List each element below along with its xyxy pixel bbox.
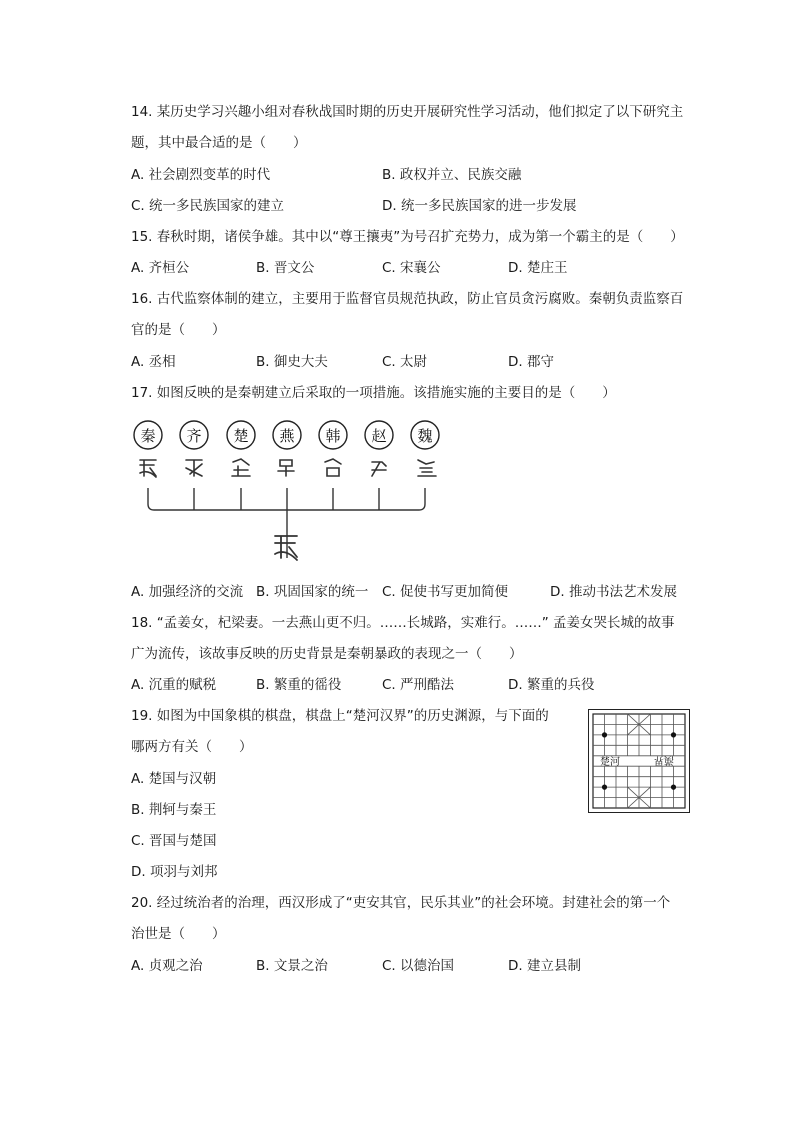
q17-figure-script-unification <box>128 418 448 570</box>
state-label-7: 魏 <box>417 427 433 445</box>
q14-option-d: D. 统一多民族国家的进一步发展 <box>382 198 577 214</box>
q17-option-d: D. 推动书法艺术发展 <box>550 584 677 600</box>
q20-option-b: B. 文景之治 <box>256 958 328 974</box>
ancient-glyphs <box>140 459 436 477</box>
merge-bracket <box>148 488 425 558</box>
q16-option-b: B. 御史大夫 <box>256 354 328 370</box>
q17-stem-line1: 17. 如图反映的是秦朝建立后采取的一项措施。该措施实施的主要目的是（ ） <box>131 385 616 401</box>
q16-stem-line1: 16. 古代监察体制的建立，主要用于监督官员规范执政，防止官员贪污腐败。秦朝负责监察百 <box>131 291 684 307</box>
q18-option-b: B. 繁重的徭役 <box>256 677 342 693</box>
q19-option-d: D. 项羽与刘邦 <box>131 864 218 880</box>
state-circle-1 <box>134 421 162 449</box>
state-circle-4 <box>273 421 301 449</box>
state-label-5: 韩 <box>325 427 341 445</box>
river-text-left: 楚河 <box>600 757 620 768</box>
q20-stem-line2: 治世是（ ） <box>131 926 226 942</box>
state-label-2: 齐 <box>186 427 202 445</box>
q15-option-b: B. 晋文公 <box>256 260 315 276</box>
state-label-6: 赵 <box>371 427 387 445</box>
unified-glyph <box>275 536 297 560</box>
q20-option-d: D. 建立县制 <box>508 958 581 974</box>
q16-stem-line2: 官的是（ ） <box>131 322 226 338</box>
state-label-4: 燕 <box>279 427 295 445</box>
state-circle-5 <box>319 421 347 449</box>
state-circle-3 <box>227 421 255 449</box>
q19-option-a: A. 楚国与汉朝 <box>131 771 217 787</box>
state-label-1: 秦 <box>140 427 156 445</box>
q18-stem-line1: 18. “孟姜女，杞梁妻。一去燕山更不归。……长城路，实难行。……” 孟姜女哭长城的故事 <box>131 615 675 631</box>
q19-stem-line1: 19. 如图为中国象棋的棋盘，棋盘上“楚河汉界”的历史渊源，与下面的 <box>131 708 549 724</box>
q14-option-c: C. 统一多民族国家的建立 <box>131 198 285 214</box>
q20-option-c: C. 以德治国 <box>382 958 455 974</box>
state-circle-7 <box>411 421 439 449</box>
q20-option-a: A. 贞观之治 <box>131 958 203 974</box>
q15-option-d: D. 楚庄王 <box>508 260 568 276</box>
q16-option-d: D. 郡守 <box>508 354 554 370</box>
q18-option-a: A. 沉重的赋税 <box>131 677 217 693</box>
chess-board-figure <box>588 709 690 813</box>
state-circle-2 <box>180 421 208 449</box>
q15-option-a: A. 齐桓公 <box>131 260 190 276</box>
q17-option-b: B. 巩固国家的统一 <box>256 584 369 600</box>
q17-option-c: C. 促使书写更加简便 <box>382 584 509 600</box>
state-circle-6 <box>365 421 393 449</box>
q14-option-a: A. 社会剧烈变革的时代 <box>131 167 271 183</box>
q17-option-a: A. 加强经济的交流 <box>131 584 244 600</box>
q18-option-d: D. 繁重的兵役 <box>508 677 595 693</box>
q19-option-c: C. 晋国与楚国 <box>131 833 217 849</box>
state-label-3: 楚 <box>233 427 249 445</box>
q14-option-b: B. 政权并立、民族交融 <box>382 167 522 183</box>
q14-stem-line1: 14. 某历史学习兴趣小组对春秋战国时期的历史开展研究性学习活动，他们拟定了以下研究主 <box>131 104 684 120</box>
q18-stem-line2: 广为流传，该故事反映的历史背景是秦朝暴政的表现之一（ ） <box>131 646 523 662</box>
q20-stem-line1: 20. 经过统治者的治理，西汉形成了“吏安其官，民乐其业”的社会环境。封建社会的第一个 <box>131 895 671 911</box>
river-text-right: 漢界 <box>654 754 674 765</box>
q14-stem-line2: 题，其中最合适的是（ ） <box>131 135 307 151</box>
q18-option-c: C. 严刑酷法 <box>382 677 455 693</box>
q16-option-c: C. 太尉 <box>382 354 428 370</box>
q15-option-c: C. 宋襄公 <box>382 260 441 276</box>
q16-option-a: A. 丞相 <box>131 354 176 370</box>
q19-stem-line2: 哪两方有关（ ） <box>131 739 253 755</box>
q19-option-b: B. 荆轲与秦王 <box>131 802 217 818</box>
q15-stem-line1: 15. 春秋时期，诸侯争雄。其中以“尊王攘夷”为号召扩充势力，成为第一个霸主的是（ ） <box>131 229 684 245</box>
